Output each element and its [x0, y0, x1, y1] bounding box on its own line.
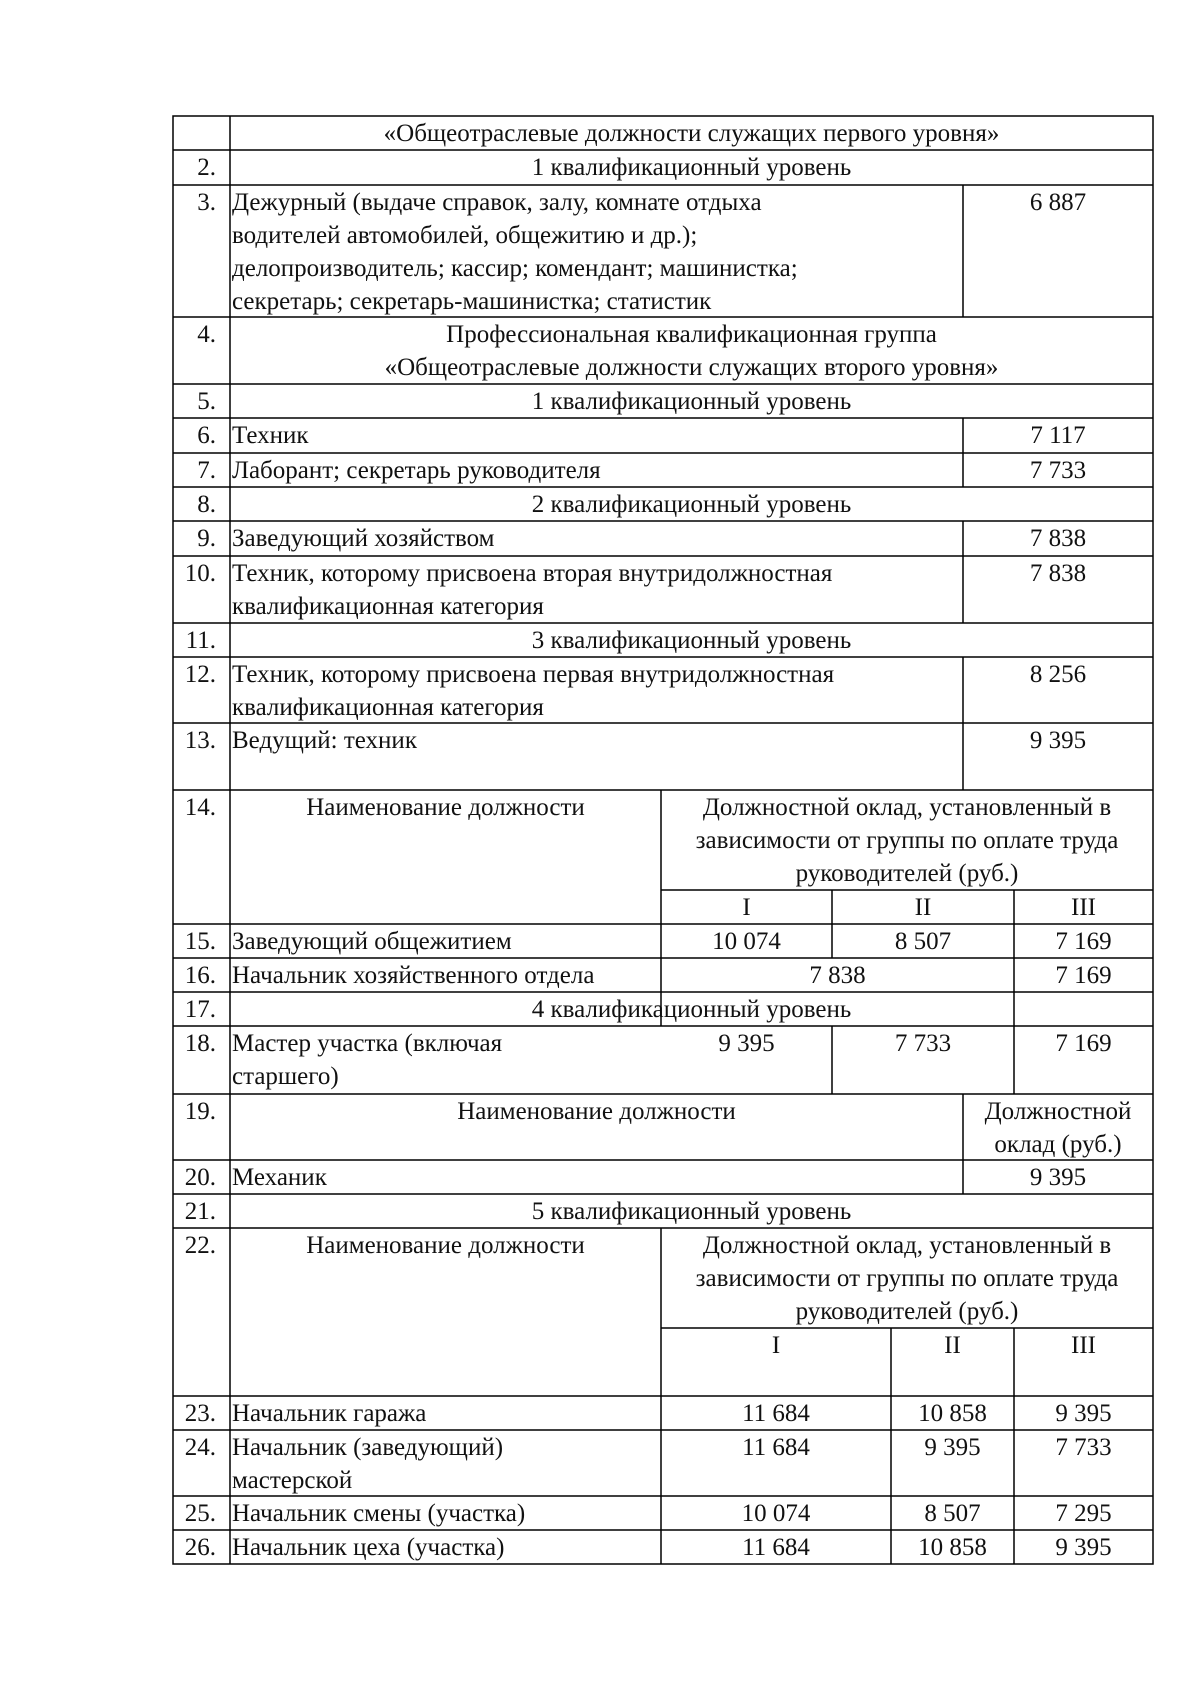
salary-group-i: 9 395 — [718, 1030, 775, 1057]
salary-group-i: 10 074 — [712, 928, 781, 955]
group-header-i: I — [742, 894, 751, 921]
salary-group-i: 11 684 — [742, 1434, 810, 1461]
salary-group-iii: 7 169 — [1055, 1030, 1112, 1057]
salary-value: 6 887 — [1029, 189, 1087, 216]
salary-group-iii: 9 395 — [1055, 1534, 1112, 1561]
position-name-line: Техник, которому присвоена вторая внутридолжностная — [232, 560, 833, 587]
salary-group-ii: 7 733 — [894, 1030, 952, 1057]
row-number: 25. — [184, 1500, 216, 1527]
position-name-line: секретарь; секретарь-машинистка; статистик — [232, 288, 712, 315]
qualification-level-heading: 1 квалификационный уровень — [531, 388, 852, 415]
row-number: 12. — [184, 661, 216, 688]
row-number: 26. — [184, 1534, 216, 1561]
row-number: 24. — [184, 1434, 216, 1461]
group-header-iii: III — [1071, 1332, 1096, 1359]
position-name-line: мастерской — [232, 1467, 353, 1494]
salary-group-ii: 8 507 — [894, 928, 952, 955]
salary-value: 8 256 — [1029, 661, 1087, 688]
row-number: 19. — [184, 1098, 216, 1125]
group-header-iii: III — [1071, 894, 1096, 921]
group-title-line: «Общеотраслевые должности служащих второго уровня» — [384, 354, 999, 381]
row-number: 7. — [197, 457, 216, 484]
row-number: 9. — [197, 525, 216, 552]
row-number: 11. — [185, 627, 216, 654]
salary-header-line: руководителей (руб.) — [795, 860, 1019, 887]
position-name-line: квалификационная категория — [232, 694, 544, 721]
row-number: 2. — [197, 154, 216, 181]
position-name: Начальник смены (участка) — [232, 1500, 526, 1527]
position-name-line: Дежурный (выдаче справок, залу, комнате отдыха — [232, 189, 762, 216]
row-number: 22. — [184, 1232, 216, 1259]
row-number: 15. — [184, 928, 216, 955]
position-name-header: Наименование должности — [306, 1232, 585, 1259]
salary-group-i: 11 684 — [742, 1534, 810, 1561]
qualification-level-heading: 3 квалификационный уровень — [531, 627, 852, 654]
salary-group-ii: 10 858 — [918, 1534, 987, 1561]
position-name: Лаборант; секретарь руководителя — [232, 457, 601, 484]
qualification-level-heading: 2 квалификационный уровень — [531, 491, 852, 518]
row-number: 4. — [197, 321, 216, 348]
salary-header-line: зависимости от группы по оплате труда — [695, 1265, 1119, 1292]
row-number: 6. — [197, 422, 216, 449]
position-name: Заведующий общежитием — [232, 928, 512, 955]
salary-header-line: Должностной оклад, установленный в — [702, 1232, 1112, 1259]
position-name-line: делопроизводитель; кассир; комендант; машинистка; — [232, 255, 798, 282]
group-header-ii: II — [944, 1332, 961, 1359]
row-number: 21. — [184, 1198, 216, 1225]
position-name: Ведущий: техник — [232, 727, 417, 754]
salary-value: 9 395 — [1029, 1164, 1087, 1191]
position-name-line: Мастер участка (включая — [232, 1030, 503, 1057]
salary-header-line: руководителей (руб.) — [795, 1298, 1019, 1325]
salary-value: 7 838 — [1029, 560, 1087, 587]
group-header-i: I — [771, 1332, 781, 1359]
row-number: 23. — [184, 1400, 216, 1427]
row-number: 20. — [184, 1164, 216, 1191]
row-number: 17. — [184, 996, 216, 1023]
position-name-header: Наименование должности — [457, 1098, 736, 1125]
salary-header-line: оклад (руб.) — [994, 1131, 1122, 1158]
group-title-line: Профессиональная квалификационная группа — [446, 321, 937, 348]
salary-group-iii: 7 733 — [1055, 1434, 1112, 1461]
group-header-ii: II — [914, 894, 932, 921]
row-number: 16. — [184, 962, 216, 989]
row-number: 3. — [197, 189, 216, 216]
salary-header-line: зависимости от группы по оплате труда — [695, 827, 1119, 854]
position-name-line: квалификационная категория — [232, 593, 544, 620]
position-name: Начальник хозяйственного отдела — [232, 962, 595, 989]
salary-group-iii: 7 169 — [1055, 928, 1112, 955]
position-name-line: старшего) — [232, 1063, 339, 1090]
salary-value: 7 838 — [1029, 525, 1087, 552]
row-number: 14. — [184, 794, 216, 821]
position-name: Механик — [232, 1164, 327, 1191]
qualification-level-heading: 4 квалификационный уровень — [531, 996, 852, 1023]
salary-group-ii: 9 395 — [924, 1434, 981, 1461]
row-number: 13. — [184, 727, 216, 754]
position-name: Начальник гаража — [232, 1400, 427, 1427]
qualification-level-heading: 5 квалификационный уровень — [531, 1198, 852, 1225]
salary-value: 7 117 — [1030, 422, 1086, 449]
salary-group-i-ii: 7 838 — [809, 962, 866, 989]
salary-group-iii: 7 295 — [1055, 1500, 1112, 1527]
row-number: 18. — [184, 1030, 216, 1057]
salary-header-line: Должностной — [984, 1098, 1132, 1125]
salary-group-iii: 7 169 — [1055, 962, 1112, 989]
salary-group-i: 10 074 — [741, 1500, 811, 1527]
salary-group-ii: 8 507 — [924, 1500, 981, 1527]
row-number: 5. — [197, 388, 216, 415]
position-name-line: Начальник (заведующий) — [232, 1434, 504, 1461]
position-name: Заведующий хозяйством — [232, 525, 495, 552]
row-number: 8. — [197, 491, 216, 518]
row-number: 10. — [184, 560, 216, 587]
position-name-line: Техник, которому присвоена первая внутридолжностная — [232, 661, 835, 688]
group-title-first-level: «Общеотраслевые должности служащих первого уровня» — [383, 120, 1000, 147]
salary-header-line: Должностной оклад, установленный в — [702, 794, 1112, 821]
position-name-header: Наименование должности — [306, 794, 585, 821]
salary-group-i: 11 684 — [742, 1400, 810, 1427]
salary-group-iii: 9 395 — [1055, 1400, 1112, 1427]
salary-value: 7 733 — [1029, 457, 1087, 484]
salary-group-ii: 10 858 — [918, 1400, 987, 1427]
salary-value: 9 395 — [1029, 727, 1087, 754]
qualification-level-heading: 1 квалификационный уровень — [531, 154, 852, 181]
position-name: Начальник цеха (участка) — [232, 1534, 505, 1561]
position-name-line: водителей автомобилей, общежитию и др.); — [232, 222, 698, 249]
position-name: Техник — [232, 422, 309, 449]
